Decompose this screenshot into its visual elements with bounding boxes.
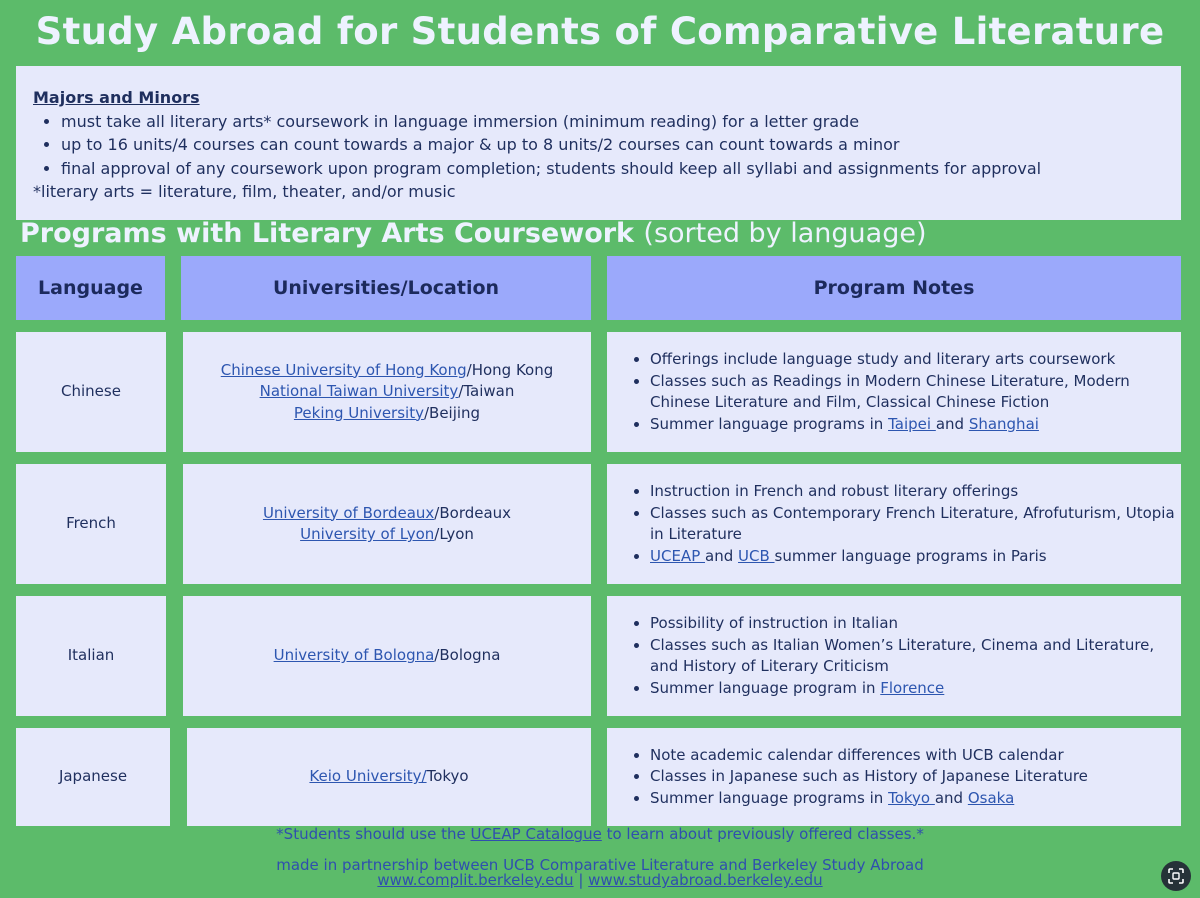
screen-capture-button[interactable] [1161,861,1191,891]
program-note: • Offerings include language study and literary arts coursework [650,349,1181,371]
majors-heading: Majors and Minors [33,88,200,107]
page-title: Study Abroad for Students of Comparative Literature [35,10,1165,53]
complit-link[interactable]: www.complit.berkeley.edu [377,871,574,889]
university-link[interactable]: National Taiwan University [259,382,459,401]
catalogue-note [0,825,1200,843]
university-location: /Beijing [423,403,481,422]
uceap-catalogue-link[interactable]: UCEAP Catalogue [470,825,602,843]
taipei-link[interactable]: Taipei [888,414,936,433]
universities-cell [183,464,591,584]
university-location: /Taiwan [458,382,515,401]
universities-cell [183,596,591,716]
program-notes-cell [607,596,1181,716]
university-location: Tokyo [426,767,469,786]
program-note: • Classes such as Contemporary French Literature, Afrofuturism, Utopia in Literature [650,503,1181,546]
note-text: Summer language program in [650,678,881,697]
majors-minors-panel [16,66,1181,220]
language-cell: Japanese [16,728,170,826]
program-note [650,678,1181,700]
university-link[interactable]: University of Bologna [273,646,435,665]
universities-cell [183,332,591,452]
footer-separator: | [573,871,589,889]
note-text: and [935,414,969,433]
studyabroad-link[interactable]: www.studyabroad.berkeley.edu [588,871,823,889]
university-link[interactable]: Keio University/ [309,767,427,786]
footer-text: *Students should use the [276,825,471,843]
university-link[interactable]: Peking University [293,403,424,422]
university-location: /Lyon [434,525,474,543]
university-link[interactable]: University of Lyon [300,525,435,543]
shanghai-link[interactable]: Shanghai [968,414,1039,433]
note-text: Summer language programs in [650,414,889,433]
university-location: /Bordeaux [434,503,512,522]
header-program-notes: Program Notes [607,256,1181,320]
program-note [650,546,1181,568]
program-note [650,788,1088,810]
program-note: • Note academic calendar differences with UCB calendar [650,745,1088,767]
program-notes-cell [607,728,1181,826]
note-text: and [705,546,739,565]
majors-bullet-list [33,110,1165,181]
program-notes-cell [607,464,1181,584]
university-link[interactable]: University of Bordeaux [262,503,435,522]
language-cell: Chinese [16,332,166,452]
program-note [650,414,1181,436]
majors-bullet: • final approval of any coursework upon program completion; students should keep all syllabi and assignments for approval [61,157,1165,181]
florence-link[interactable]: Florence [880,678,945,697]
header-universities: Universities/Location [181,256,591,320]
majors-bullet: • up to 16 units/4 courses can count towards a major & up to 8 units/2 courses can count towards a minor [61,133,1165,157]
university-link[interactable]: Chinese University of Hong Kong [220,360,467,379]
language-cell: Italian [16,596,166,716]
osaka-link[interactable]: Osaka [967,788,1015,807]
screen-capture-icon [1168,868,1184,884]
programs-title [20,218,927,249]
programs-title-text: Programs with Literary Arts Coursework [20,218,635,249]
note-text: Summer language programs in [650,788,889,807]
uceap-link[interactable]: UCEAP [650,546,706,565]
footer-text: to learn about previously offered classes.* [601,825,924,843]
tokyo-link[interactable]: Tokyo [888,788,935,807]
majors-bullet: • must take all literary arts* coursework in language immersion (minimum reading) for a letter grade [61,110,1165,134]
program-note: • Classes in Japanese such as History of Japanese Literature [650,766,1088,788]
program-note: • Instruction in French and robust literary offerings [650,481,1181,503]
university-location: /Hong Kong [466,360,554,379]
program-note: • Possibility of instruction in Italian [650,613,1181,635]
universities-cell [187,728,591,826]
ucb-link[interactable]: UCB [738,546,775,565]
note-text: and [934,788,968,807]
program-note: • Classes such as Italian Women’s Literature, Cinema and Literature, and History of Literary Criticism [650,635,1181,678]
literary-arts-footnote: *literary arts = literature, film, theater, and/or music [33,182,456,201]
program-note: • Classes such as Readings in Modern Chinese Literature, Modern Chinese Literature and Film, Classical Chinese Fiction [650,371,1181,414]
header-language: Language [16,256,165,320]
programs-title-note: (sorted by language) [643,218,927,249]
footer-links [0,872,1200,889]
partnership-note: made in partnership between UCB Comparative Literature and Berkeley Study Abroad [276,856,924,874]
university-location: /Bologna [434,646,501,665]
program-notes-cell [607,332,1181,452]
note-text: summer language programs in Paris [774,546,1047,565]
language-cell: French [16,464,166,584]
